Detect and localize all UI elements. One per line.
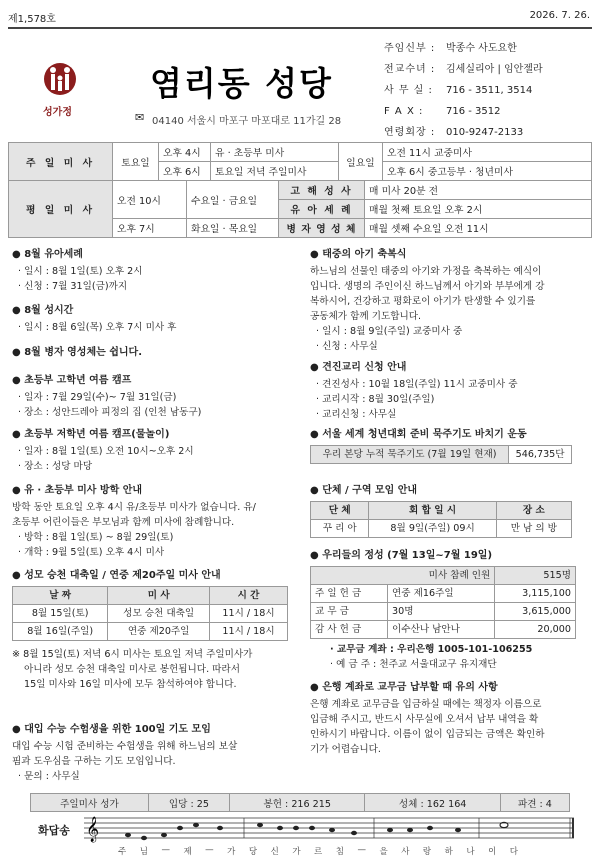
logo-text: 성가정 [43, 107, 72, 118]
hymn-entrance: 입당 : 25 [148, 794, 229, 812]
bank-notice-section: ● 은행 계좌로 교무금 납부할 때 유의 사항 은행 계좌로 교무금을 입금하실 때에는 책정자 이름으로 입금해 주시고, 반드시 사무실에 오셔서 납부 내역을 확 인하시기 바랍니다. 이름이 없이 입금되는 금액은 확인하 기가 어렵습니다. [310, 680, 592, 757]
unborn-blessing-section: ● 태중의 아기 축복식 하느님의 선물인 태중의 아기와 가정을 축복하는 예식이 입니다. 생명의 주인이신 하느님께서 아기와 부부에게 강 복하시어, 건강하고 평화로이 아기가 탄생할 수 있기를 공동체가 함께 기도합니다. · 일시 : 8월 9일(주일) 교중미사 중 · 신청 : 사무실 [310, 247, 592, 354]
group-meeting-section: ● 단체 / 구역 모임 안내 단 체 회 합 일 시 장 소 꾸 리 아 8월 9일(주일) 09시 만 남 의 방 [310, 483, 592, 538]
top-rule [8, 27, 592, 29]
hymn-dismissal: 파견 : 4 [500, 794, 569, 812]
mail-icon: ✉ [135, 111, 145, 124]
confirmation-section: ● 견진교리 신청 안내 · 견진성사 : 10월 18일(주일) 11시 교중미사 중 · 교리시작 : 8월 30일(주일) · 교리신청 : 사무실 [310, 360, 592, 422]
account-line: · 교무금 계좌 : 우리은행 1005-101-106255 [330, 644, 533, 655]
group-meeting-table: 단 체 회 합 일 시 장 소 꾸 리 아 8월 9일(주일) 09시 만 남 의 방 [310, 501, 572, 538]
exam-prayer-section: ● 대입 수능 수험생을 위한 100일 기도 모임 대입 수능 시험 준비하는 수험생을 위해 하느님의 보살 핌과 도우심을 구하는 기도 모임입니다. · 문의 : 사무실 [12, 722, 296, 784]
infant-baptism-section: ● 8월 유아세례 · 일시 : 8월 1일(토) 오후 2시 · 신청 : 7월 31일(금)까지 [12, 247, 296, 294]
sick-communion-notice: ● 8월 병자 영성체는 쉽니다. [12, 345, 296, 362]
hymn-offertory: 봉헌 : 216 215 [230, 794, 365, 812]
hymn-communion: 성체 : 162 164 [365, 794, 500, 812]
assumption-mass-table: 날 짜 미 사 시 간 8월 15일(토) 성모 승천 대축일 11시 / 18시 8월 16일(주일) 연중 제20주일 11시 / 18시 [12, 586, 288, 641]
svg-text:𝄞: 𝄞 [86, 817, 100, 842]
vacation-mass-section: ● 유 · 초등부 미사 방학 안내 방학 동안 토요일 오후 4시 유/초등부 미사가 없습니다. 유/ 초등부 어린이들은 부모님과 함께 미사에 참례합니다. · 방학 : 8월 1일(토) ~ 8월 29일(토) · 개학 : 9월 5일(토) 오후 4시 미사 [12, 483, 296, 560]
mass-schedule-table: 주 일 미 사 토요일 오후 4시 유 · 초등부 미사 일요일 오전 11시 교중미사 오후 6시 토요일 저녁 주일미사 오후 6시 중고등부 · 청년미사 [8, 142, 592, 181]
account-holder-line: · 예 금 주 : 천주교 서울대교구 유지재단 [330, 659, 497, 670]
issue-date: 2026. 7. 26. [529, 10, 590, 21]
issue-number: 제1,578호 [8, 14, 56, 25]
responsorial-label: 화답송 [38, 824, 70, 837]
rosary-count-table: 우리 본당 누적 묵주기도 (7월 19일 현재) 546,735단 [310, 445, 572, 464]
lower-grade-camp-section: ● 초등부 저학년 여름 캠프(물놀이) · 일자 : 8월 1일(토) 오전 10시~오후 2시 · 장소 : 성당 마당 [12, 427, 296, 474]
offerings-section: ● 우리들의 정성 (7월 13일~7월 19일) 미사 참례 인원 515명 주 일 헌 금 연중 제16주일 3,115,100 교 무 금 30명 3,615,000 감 사 헌 금 이수산나 남안나 20,000 · 교무금 계좌 : 우리은행 1005-101-106255 · 예 금 주 : 천주교 서울대교구 유지재단 [310, 548, 592, 672]
hymn-lyrics: 주 님 — 제 — 가 당 신 가 르 침 — 을 사 랑 하 나 이 다 [118, 845, 518, 857]
music-staff [84, 812, 574, 846]
holy-hour-section: ● 8월 성시간 · 일시 : 8월 6일(목) 오후 7시 미사 후 [12, 303, 296, 335]
assumption-mass-section: ● 성모 승천 대축일 / 연중 제20주일 미사 안내 날 짜 미 사 시 간 8월 15일(토) 성모 승천 대축일 11시 / 18시 8월 16일(주일) 연중 제20주일 11시 / 18시 ※ 8월 15일(토) 저녁 6시 미사는 토요일 저녁 주일미사가 아니라 성모 승천 대축일 미사로 봉헌됩니다. 따라서 15일 미사와 16일 미사에 모두 참석하여야 합니다. [12, 568, 296, 692]
upper-grade-camp-section: ● 초등부 고학년 여름 캠프 · 일자 : 7월 29일(수)~ 7월 31일(금) · 장소 : 성안드레아 피정의 집 (인천 남동구) [12, 373, 296, 420]
youth-rosary-section: ● 서울 세계 청년대회 준비 묵주기도 바치기 운동 우리 본당 누적 묵주기도 (7월 19일 현재) 546,735단 [310, 427, 592, 464]
parish-name: 염리동 성당 [150, 64, 333, 103]
hymn-number-bar [30, 793, 570, 812]
offerings-table: 미사 참례 인원 515명 주 일 헌 금 연중 제16주일 3,115,100 교 무 금 30명 3,615,000 감 사 헌 금 이수산나 남안나 20,000 [310, 566, 576, 639]
hymn-title: 주일미사 성가 [31, 794, 149, 812]
holy-family-logo-icon [42, 58, 78, 100]
weekday-schedule-table: 평 일 미 사 오전 10시 수요일 · 금요일 고 해 성 사 매 미사 20분 전 유 아 세 례 매월 첫째 토요일 오후 2시 오후 7시 화요일 · 목요일 병 자 영 성 체 매월 셋째 수요일 오전 11시 [8, 180, 592, 238]
address: 04140 서울시 마포구 마포대로 11가길 28 [152, 116, 342, 127]
staff-list: 주임신부 : 박종수 사도요한 전교수녀 : 김세실리아 | 임안젤라 사 무 실 : 716 - 3511, 3514 F A X : 716 - 3512 연령회장 : 010-9247-2133 [384, 43, 543, 138]
